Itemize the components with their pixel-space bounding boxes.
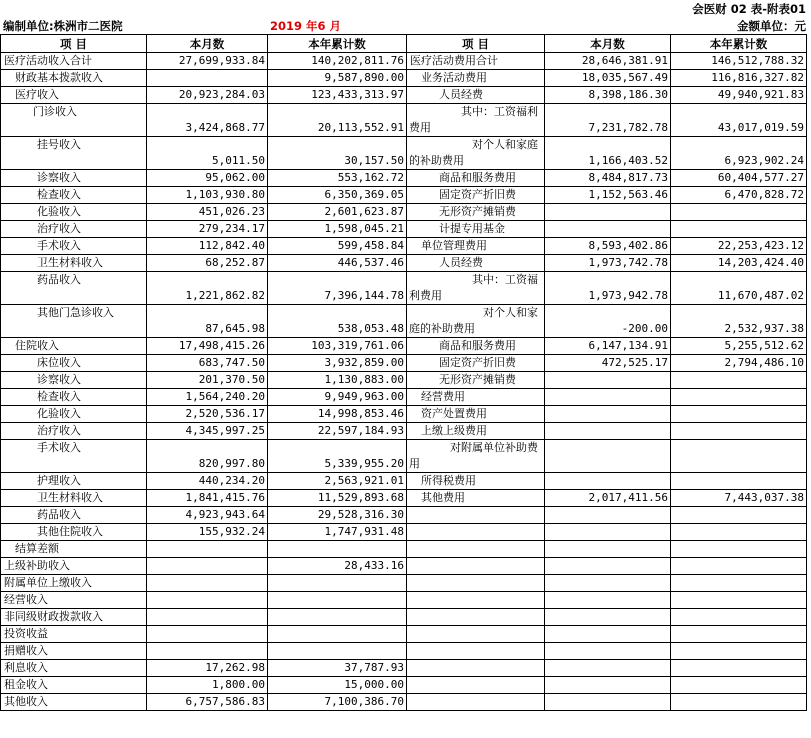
col-header-item-left[interactable]: 项 目 <box>1 35 147 53</box>
income-ytd-value[interactable]: 103,319,761.06 <box>268 338 407 355</box>
expense-ytd-value[interactable] <box>671 372 807 389</box>
table-row <box>1 440 807 473</box>
income-ytd-value[interactable] <box>268 609 407 626</box>
income-item-label[interactable]: 化验收入 <box>1 204 147 221</box>
income-item-label[interactable]: 护理收入 <box>1 473 147 490</box>
income-item-label[interactable]: 租金收入 <box>1 677 147 694</box>
expense-item-label[interactable]: 无形资产摊销费 <box>407 204 545 221</box>
table-row <box>1 238 807 255</box>
income-month-value[interactable]: 201,370.50 <box>147 372 268 389</box>
income-item-label[interactable]: 卫生材料收入 <box>1 255 147 272</box>
expense-item-label[interactable]: 无形资产摊销费 <box>407 372 545 389</box>
expense-month-value[interactable] <box>545 541 671 558</box>
expense-ytd-value[interactable] <box>671 643 807 660</box>
expense-item-label-line2: 庭的补助费用 <box>409 322 475 335</box>
expense-ytd-value[interactable]: 6,923,902.24 <box>671 137 807 170</box>
expense-month-value[interactable]: 28,646,381.91 <box>545 53 671 70</box>
table-row <box>1 473 807 490</box>
expense-month-value[interactable]: 8,484,817.73 <box>545 170 671 187</box>
income-month-value[interactable]: 1,564,240.20 <box>147 389 268 406</box>
table-row <box>1 272 807 305</box>
expense-item-label-line2: 的补助费用 <box>409 154 464 167</box>
expense-month-value[interactable]: 7,231,782.78 <box>545 104 671 137</box>
table-row <box>1 255 807 272</box>
expense-ytd-value[interactable] <box>671 592 807 609</box>
income-ytd-value[interactable]: 1,598,045.21 <box>268 221 407 238</box>
table-row <box>1 643 807 660</box>
expense-ytd-value[interactable]: 7,443,037.38 <box>671 490 807 507</box>
expense-item-label[interactable]: 单位管理费用 <box>407 238 545 255</box>
col-header-month-left[interactable]: 本月数 <box>147 35 268 53</box>
form-code-row <box>0 0 811 17</box>
table-row <box>1 694 807 711</box>
expense-item-label[interactable] <box>407 575 545 592</box>
income-ytd-value[interactable] <box>268 643 407 660</box>
expense-month-value[interactable] <box>545 423 671 440</box>
expense-item-label[interactable]: 所得税费用 <box>407 473 545 490</box>
expense-item-label[interactable] <box>407 558 545 575</box>
income-month-value[interactable]: 1,103,930.80 <box>147 187 268 204</box>
income-month-value[interactable]: 1,841,415.76 <box>147 490 268 507</box>
report-period: 2019 年6 月 <box>270 19 342 33</box>
income-item-label[interactable]: 检查收入 <box>1 389 147 406</box>
table-row <box>1 626 807 643</box>
expense-item-label[interactable]: 固定资产折旧费 <box>407 187 545 204</box>
income-month-value[interactable]: 4,923,943.64 <box>147 507 268 524</box>
income-ytd-value[interactable]: 29,528,316.30 <box>268 507 407 524</box>
expense-item-label[interactable] <box>407 609 545 626</box>
table-row <box>1 406 807 423</box>
income-item-label[interactable]: 卫生材料收入 <box>1 490 147 507</box>
income-item-label[interactable]: 住院收入 <box>1 338 147 355</box>
income-item-label[interactable]: 检查收入 <box>1 187 147 204</box>
income-ytd-value[interactable]: 14,998,853.46 <box>268 406 407 423</box>
income-month-value[interactable] <box>147 626 268 643</box>
income-item-label[interactable]: 利息收入 <box>1 660 147 677</box>
income-month-value[interactable]: 683,747.50 <box>147 355 268 372</box>
table-row <box>1 305 807 338</box>
expense-ytd-value[interactable] <box>671 541 807 558</box>
expense-item-label[interactable]: 经营费用 <box>407 389 545 406</box>
expense-item-label-line2: 用 <box>409 457 420 470</box>
income-month-value[interactable] <box>147 70 268 87</box>
table-row <box>1 204 807 221</box>
expense-item-label-line1: 其中：工资福 <box>472 273 538 286</box>
income-month-value[interactable] <box>147 541 268 558</box>
form-code: 会医财 02 表-附表01 <box>692 2 806 16</box>
expense-ytd-value[interactable] <box>671 694 807 711</box>
table-row <box>1 70 807 87</box>
income-ytd-value[interactable] <box>268 592 407 609</box>
expense-month-value[interactable] <box>545 473 671 490</box>
expense-month-value[interactable]: 1,973,742.78 <box>545 255 671 272</box>
expense-item-label[interactable] <box>407 541 545 558</box>
income-month-value[interactable] <box>147 558 268 575</box>
income-ytd-value[interactable]: 140,202,811.76 <box>268 53 407 70</box>
expense-month-value[interactable] <box>545 507 671 524</box>
expense-item-label[interactable]: 资产处置费用 <box>407 406 545 423</box>
income-item-label[interactable]: 诊察收入 <box>1 372 147 389</box>
income-item-label[interactable]: 手术收入 <box>1 238 147 255</box>
income-item-label[interactable]: 床位收入 <box>1 355 147 372</box>
table-row <box>1 423 807 440</box>
income-item-label[interactable]: 挂号收入 <box>1 137 147 170</box>
income-month-value[interactable]: 279,234.17 <box>147 221 268 238</box>
income-ytd-value[interactable]: 1,747,931.48 <box>268 524 407 541</box>
table-row <box>1 677 807 694</box>
income-item-label[interactable]: 手术收入 <box>1 440 147 473</box>
income-item-label[interactable]: 其他门急诊收入 <box>1 305 147 338</box>
expense-item-label[interactable]: 人员经费 <box>407 255 545 272</box>
income-month-value[interactable]: 95,062.00 <box>147 170 268 187</box>
income-ytd-value[interactable]: 37,787.93 <box>268 660 407 677</box>
expense-item-label[interactable] <box>407 677 545 694</box>
income-ytd-value[interactable]: 6,350,369.05 <box>268 187 407 204</box>
table-row <box>1 187 807 204</box>
expense-item-label[interactable] <box>407 440 545 473</box>
income-item-label[interactable]: 非同级财政拨款收入 <box>1 609 147 626</box>
expense-item-label[interactable] <box>407 137 545 170</box>
income-month-value[interactable]: 20,923,284.03 <box>147 87 268 104</box>
expense-item-label[interactable]: 人员经费 <box>407 87 545 104</box>
income-month-value[interactable]: 440,234.20 <box>147 473 268 490</box>
expense-ytd-value[interactable] <box>671 406 807 423</box>
table-row <box>1 592 807 609</box>
expense-month-value[interactable]: 472,525.17 <box>545 355 671 372</box>
income-ytd-value[interactable]: 5,339,955.20 <box>268 440 407 473</box>
income-ytd-value[interactable]: 446,537.46 <box>268 255 407 272</box>
expense-ytd-value[interactable] <box>671 389 807 406</box>
table-row <box>1 221 807 238</box>
expense-ytd-value[interactable] <box>671 660 807 677</box>
expense-ytd-value[interactable]: 14,203,424.40 <box>671 255 807 272</box>
expense-month-value[interactable] <box>545 694 671 711</box>
expense-ytd-value[interactable]: 60,404,577.27 <box>671 170 807 187</box>
expense-month-value[interactable] <box>545 389 671 406</box>
income-ytd-value[interactable] <box>268 575 407 592</box>
income-ytd-value[interactable]: 2,563,921.01 <box>268 473 407 490</box>
income-month-value[interactable]: 68,252.87 <box>147 255 268 272</box>
table-row <box>1 558 807 575</box>
expense-ytd-value[interactable] <box>671 609 807 626</box>
income-ytd-value[interactable]: 7,100,386.70 <box>268 694 407 711</box>
expense-ytd-value[interactable] <box>671 423 807 440</box>
table-row <box>1 372 807 389</box>
expense-ytd-value[interactable]: 43,017,019.59 <box>671 104 807 137</box>
expense-ytd-value[interactable] <box>671 626 807 643</box>
expense-month-value[interactable]: 8,398,186.30 <box>545 87 671 104</box>
income-month-value[interactable]: 6,757,586.83 <box>147 694 268 711</box>
expense-item-label[interactable]: 商品和服务费用 <box>407 338 545 355</box>
income-item-label[interactable]: 药品收入 <box>1 272 147 305</box>
expense-ytd-value[interactable] <box>671 473 807 490</box>
income-month-value[interactable]: 155,932.24 <box>147 524 268 541</box>
expense-month-value[interactable]: 6,147,134.91 <box>545 338 671 355</box>
expense-item-label[interactable] <box>407 643 545 660</box>
expense-ytd-value[interactable]: 2,794,486.10 <box>671 355 807 372</box>
expense-month-value[interactable] <box>545 643 671 660</box>
table-row <box>1 524 807 541</box>
expense-month-value[interactable]: -200.00 <box>545 305 671 338</box>
income-ytd-value[interactable]: 9,587,890.00 <box>268 70 407 87</box>
income-item-label[interactable]: 投资收益 <box>1 626 147 643</box>
income-month-value[interactable]: 17,262.98 <box>147 660 268 677</box>
expense-item-label[interactable] <box>407 305 545 338</box>
expense-month-value[interactable] <box>545 660 671 677</box>
expense-ytd-value[interactable] <box>671 524 807 541</box>
expense-month-value[interactable] <box>545 372 671 389</box>
income-item-label[interactable]: 药品收入 <box>1 507 147 524</box>
income-ytd-value[interactable]: 2,601,623.87 <box>268 204 407 221</box>
expense-item-label-line1: 对个人和家庭 <box>472 138 538 151</box>
expense-ytd-value[interactable]: 11,670,487.02 <box>671 272 807 305</box>
income-month-value[interactable]: 112,842.40 <box>147 238 268 255</box>
income-ytd-value[interactable]: 11,529,893.68 <box>268 490 407 507</box>
income-item-label[interactable]: 医疗活动收入合计 <box>1 53 147 70</box>
expense-ytd-value[interactable]: 146,512,788.32 <box>671 53 807 70</box>
table-row <box>1 541 807 558</box>
income-item-label[interactable]: 医疗收入 <box>1 87 147 104</box>
table-row <box>1 490 807 507</box>
expense-month-value[interactable] <box>545 609 671 626</box>
expense-item-label[interactable] <box>407 660 545 677</box>
income-item-label[interactable]: 其他收入 <box>1 694 147 711</box>
expense-month-value[interactable]: 1,152,563.46 <box>545 187 671 204</box>
income-item-label[interactable]: 财政基本拨款收入 <box>1 70 147 87</box>
income-ytd-value[interactable]: 538,053.48 <box>268 305 407 338</box>
expense-item-label-line1: 其中：工资福利 <box>461 105 538 118</box>
expense-item-label-line1: 对附属单位补助费 <box>450 441 538 454</box>
income-month-value[interactable]: 5,011.50 <box>147 137 268 170</box>
expense-month-value[interactable] <box>545 440 671 473</box>
table-row <box>1 137 807 170</box>
expense-item-label[interactable] <box>407 694 545 711</box>
table-row <box>1 660 807 677</box>
expense-ytd-value[interactable]: 6,470,828.72 <box>671 187 807 204</box>
income-month-value[interactable]: 1,800.00 <box>147 677 268 694</box>
expense-month-value[interactable]: 2,017,411.56 <box>545 490 671 507</box>
expense-item-label[interactable]: 计提专用基金 <box>407 221 545 238</box>
expense-ytd-value[interactable]: 5,255,512.62 <box>671 338 807 355</box>
expense-month-value[interactable] <box>545 406 671 423</box>
expense-month-value[interactable] <box>545 524 671 541</box>
income-month-value[interactable] <box>147 609 268 626</box>
expense-ytd-value[interactable] <box>671 558 807 575</box>
income-item-label[interactable]: 其他住院收入 <box>1 524 147 541</box>
expense-ytd-value[interactable]: 22,253,423.12 <box>671 238 807 255</box>
income-expense-table <box>0 34 807 711</box>
expense-ytd-value[interactable] <box>671 440 807 473</box>
expense-item-label[interactable]: 其他费用 <box>407 490 545 507</box>
income-item-label[interactable]: 门诊收入 <box>1 104 147 137</box>
expense-month-value[interactable] <box>545 575 671 592</box>
income-ytd-value[interactable]: 123,433,313.97 <box>268 87 407 104</box>
income-ytd-value[interactable]: 30,157.50 <box>268 137 407 170</box>
expense-ytd-value[interactable]: 2,532,937.38 <box>671 305 807 338</box>
expense-ytd-value[interactable] <box>671 677 807 694</box>
income-ytd-value[interactable]: 22,597,184.93 <box>268 423 407 440</box>
col-header-item-right[interactable]: 项 目 <box>407 35 545 53</box>
income-month-value[interactable]: 4,345,997.25 <box>147 423 268 440</box>
currency-unit: 金额单位：元 <box>737 19 806 33</box>
expense-month-value[interactable]: 1,973,942.78 <box>545 272 671 305</box>
expense-ytd-value[interactable] <box>671 507 807 524</box>
income-ytd-value[interactable]: 28,433.16 <box>268 558 407 575</box>
income-month-value[interactable]: 451,026.23 <box>147 204 268 221</box>
table-row <box>1 338 807 355</box>
expense-month-value[interactable] <box>545 592 671 609</box>
table-row <box>1 87 807 104</box>
income-month-value[interactable]: 820,997.80 <box>147 440 268 473</box>
expense-item-label-line1: 对个人和家 <box>483 306 538 319</box>
income-item-label[interactable]: 经营收入 <box>1 592 147 609</box>
report-header-row <box>0 17 811 34</box>
expense-item-label-line2: 费用 <box>409 121 431 134</box>
income-month-value[interactable]: 3,424,868.77 <box>147 104 268 137</box>
income-item-label[interactable]: 结算差额 <box>1 541 147 558</box>
expense-month-value[interactable] <box>545 626 671 643</box>
expense-ytd-value[interactable] <box>671 221 807 238</box>
col-header-month-right[interactable]: 本月数 <box>545 35 671 53</box>
income-ytd-value[interactable]: 20,113,552.91 <box>268 104 407 137</box>
expense-item-label[interactable] <box>407 524 545 541</box>
income-item-label[interactable]: 捐赠收入 <box>1 643 147 660</box>
income-item-label[interactable]: 治疗收入 <box>1 221 147 238</box>
table-row <box>1 507 807 524</box>
column-header-row <box>1 35 807 53</box>
income-month-value[interactable] <box>147 575 268 592</box>
expense-item-label[interactable] <box>407 272 545 305</box>
expense-item-label[interactable] <box>407 626 545 643</box>
expense-item-label[interactable] <box>407 507 545 524</box>
income-ytd-value[interactable]: 599,458.84 <box>268 238 407 255</box>
expense-item-label[interactable]: 上缴上级费用 <box>407 423 545 440</box>
expense-month-value[interactable] <box>545 204 671 221</box>
income-month-value[interactable] <box>147 643 268 660</box>
income-ytd-value[interactable]: 9,949,963.00 <box>268 389 407 406</box>
col-header-ytd-left[interactable]: 本年累计数 <box>268 35 407 53</box>
table-row <box>1 170 807 187</box>
income-item-label[interactable]: 诊察收入 <box>1 170 147 187</box>
table-row <box>1 609 807 626</box>
col-header-ytd-right[interactable]: 本年累计数 <box>671 35 807 53</box>
expense-ytd-value[interactable]: 49,940,921.83 <box>671 87 807 104</box>
income-item-label[interactable]: 化验收入 <box>1 406 147 423</box>
expense-ytd-value[interactable]: 116,816,327.82 <box>671 70 807 87</box>
expense-month-value[interactable] <box>545 558 671 575</box>
expense-item-label[interactable]: 固定资产折旧费 <box>407 355 545 372</box>
expense-item-label-line2: 利费用 <box>409 289 442 302</box>
income-month-value[interactable]: 1,221,862.82 <box>147 272 268 305</box>
expense-item-label[interactable] <box>407 104 545 137</box>
income-month-value[interactable]: 2,520,536.17 <box>147 406 268 423</box>
expense-month-value[interactable]: 1,166,403.52 <box>545 137 671 170</box>
income-item-label[interactable]: 上级补助收入 <box>1 558 147 575</box>
income-month-value[interactable]: 87,645.98 <box>147 305 268 338</box>
table-row <box>1 355 807 372</box>
expense-month-value[interactable] <box>545 221 671 238</box>
income-item-label[interactable]: 治疗收入 <box>1 423 147 440</box>
income-month-value[interactable]: 17,498,415.26 <box>147 338 268 355</box>
table-row <box>1 104 807 137</box>
income-ytd-value[interactable]: 15,000.00 <box>268 677 407 694</box>
unit-label: 编制单位:株洲市二医院 <box>3 19 123 33</box>
expense-item-label[interactable]: 业务活动费用 <box>407 70 545 87</box>
income-item-label[interactable]: 附属单位上缴收入 <box>1 575 147 592</box>
income-ytd-value[interactable]: 3,932,859.00 <box>268 355 407 372</box>
expense-item-label[interactable]: 商品和服务费用 <box>407 170 545 187</box>
expense-ytd-value[interactable] <box>671 204 807 221</box>
income-month-value[interactable]: 27,699,933.84 <box>147 53 268 70</box>
income-month-value[interactable] <box>147 592 268 609</box>
expense-month-value[interactable] <box>545 677 671 694</box>
income-ytd-value[interactable] <box>268 541 407 558</box>
expense-month-value[interactable]: 18,035,567.49 <box>545 70 671 87</box>
expense-month-value[interactable]: 8,593,402.86 <box>545 238 671 255</box>
table-row <box>1 389 807 406</box>
income-ytd-value[interactable]: 7,396,144.78 <box>268 272 407 305</box>
income-ytd-value[interactable]: 553,162.72 <box>268 170 407 187</box>
expense-ytd-value[interactable] <box>671 575 807 592</box>
income-ytd-value[interactable] <box>268 626 407 643</box>
table-row <box>1 575 807 592</box>
expense-item-label[interactable] <box>407 592 545 609</box>
income-ytd-value[interactable]: 1,130,883.00 <box>268 372 407 389</box>
table-row <box>1 53 807 70</box>
expense-item-label[interactable]: 医疗活动费用合计 <box>407 53 545 70</box>
